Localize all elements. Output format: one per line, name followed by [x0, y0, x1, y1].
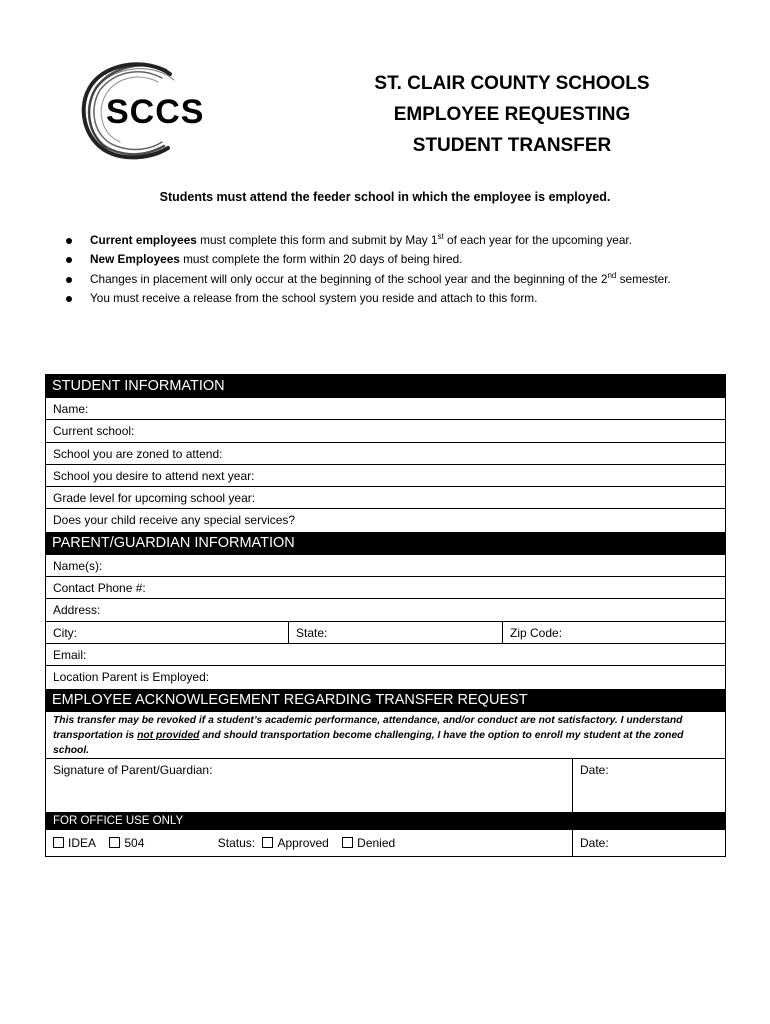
form-title	[300, 68, 724, 161]
bullet-text: Changes in placement will only occur at the beginning of the school year and the beginning of the 2	[90, 271, 608, 286]
signature-row	[46, 759, 725, 812]
zoned-school-field[interactable]: School you are zoned to attend:	[46, 443, 725, 465]
student-name-field[interactable]: Name:	[46, 398, 725, 420]
transfer-form	[45, 374, 726, 857]
acknowledgement-text: This transfer may be revoked if a student’s academic performance, attendance, and/or conduct are not satisfactory. I understand transportation is not provided and should transportation become challenging, I have the option to enroll my student at the zoned school.	[46, 712, 725, 759]
list-item	[64, 289, 744, 308]
list-item	[64, 250, 744, 269]
parent-employment-location-field[interactable]: Location Parent is Employed:	[53, 670, 210, 685]
bullet-bold: New Employees	[90, 252, 180, 267]
city-state-zip-row	[46, 622, 725, 644]
contact-phone-field[interactable]: Contact Phone #:	[46, 577, 725, 599]
title-line-3: STUDENT TRANSFER	[412, 135, 612, 156]
desired-school-field[interactable]: School you desire to attend next year:	[46, 465, 725, 487]
address-field[interactable]: Address:	[46, 599, 725, 621]
idea-checkbox-group[interactable]	[53, 830, 96, 857]
504-checkbox[interactable]	[109, 837, 120, 848]
student-info-heading: STUDENT INFORMATION	[46, 375, 725, 398]
not-provided-text: not provided	[137, 729, 200, 741]
current-school-field[interactable]: Current school:	[46, 420, 725, 442]
bullet-text: must complete the form within 20 days of being hired.	[179, 252, 463, 267]
signature-date-field[interactable]: Date:	[572, 759, 725, 812]
grade-level-field[interactable]: Grade level for upcoming school year:	[46, 487, 725, 509]
parent-names-field[interactable]: Name(s):	[46, 555, 725, 577]
list-item	[64, 231, 744, 250]
bullet-icon	[66, 257, 72, 263]
504-checkbox-group[interactable]	[109, 830, 144, 857]
status-group	[218, 830, 405, 857]
bullet-bold: Current employees	[90, 233, 197, 247]
list-item	[64, 270, 744, 289]
bullet-text: must complete this form and submit by May 1	[196, 233, 438, 247]
bullet-icon	[66, 277, 72, 283]
feeder-school-notice: Students must attend the feeder school in which the employee is employed.	[159, 190, 611, 204]
504-label: 504	[124, 835, 145, 850]
city-field[interactable]: City:	[53, 625, 77, 640]
approved-label: Approved	[277, 835, 329, 850]
idea-checkbox[interactable]	[53, 837, 64, 848]
office-date-field[interactable]: Date:	[572, 830, 725, 856]
bullet-icon	[66, 238, 72, 244]
approved-checkbox[interactable]	[262, 837, 273, 848]
email-field[interactable]: Email:	[46, 644, 725, 666]
bullet-sup: nd	[607, 270, 617, 280]
status-label: Status:	[217, 835, 256, 850]
office-use-heading: FOR OFFICE USE ONLY	[46, 812, 725, 830]
bullet-tail: of each year for the upcoming year.	[443, 233, 632, 247]
state-field[interactable]: State:	[288, 622, 502, 643]
bullet-icon	[66, 296, 72, 302]
bullet-tail: semester.	[616, 271, 671, 286]
bullet-sup: st	[437, 232, 444, 242]
approved-checkbox-group[interactable]	[262, 830, 328, 857]
office-status-cell	[46, 830, 572, 856]
logo-text: SCCS	[106, 93, 205, 131]
title-line-1: ST. CLAIR COUNTY SCHOOLS	[374, 73, 650, 94]
sccs-logo	[78, 60, 228, 162]
office-use-row	[46, 830, 725, 857]
instructions-list	[64, 231, 744, 308]
denied-label: Denied	[357, 835, 396, 850]
bullet-text: You must receive a release from the school system you reside and attach to this form.	[90, 290, 538, 305]
idea-label: IDEA	[68, 835, 97, 850]
zip-code-field[interactable]: Zip Code:	[502, 622, 725, 643]
denied-checkbox-group[interactable]	[342, 830, 395, 857]
denied-checkbox[interactable]	[342, 837, 353, 848]
parent-info-heading: PARENT/GUARDIAN INFORMATION	[46, 532, 725, 555]
title-line-2: EMPLOYEE REQUESTING	[393, 104, 631, 125]
special-services-field[interactable]: Does your child receive any special services?	[53, 513, 296, 528]
acknowledgement-heading: EMPLOYEE ACKNOWLEGEMENT REGARDING TRANSFER REQUEST	[46, 689, 725, 712]
signature-field[interactable]: Signature of Parent/Guardian:	[53, 762, 213, 777]
